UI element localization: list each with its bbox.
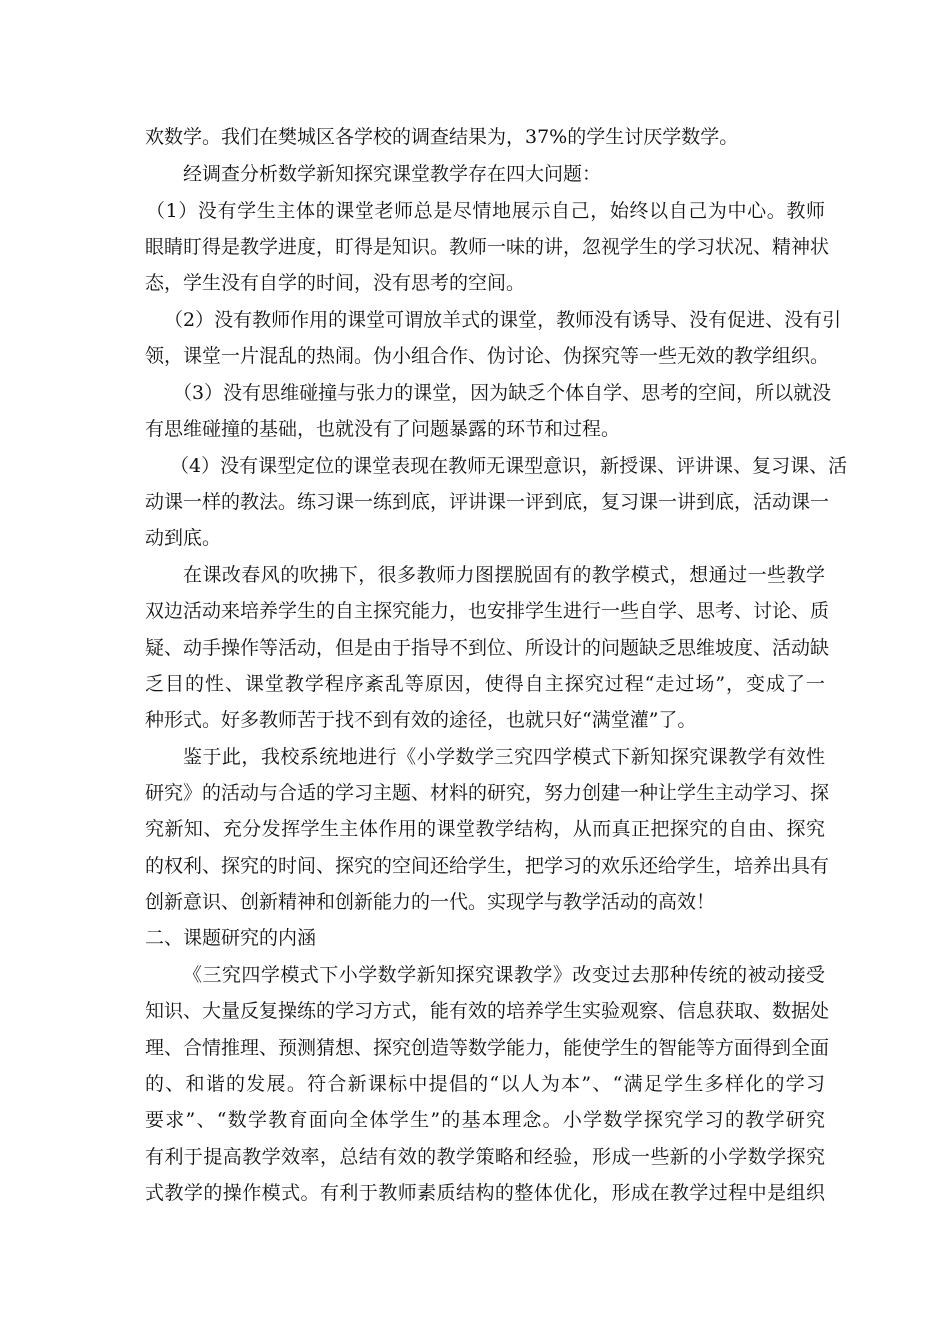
text-line: 式教学的操作模式。有利于教师素质结构的整体优化，形成在教学过程中是组织 xyxy=(145,1182,825,1204)
text-line: 知识、大量反复操练的学习方式，能有效的培养学生实验观察、信息获取、数据处 xyxy=(145,1000,830,1022)
section-heading: 二、课题研究的内涵 xyxy=(145,927,317,949)
text-line: 有利于提高教学效率，总结有效的教学策略和经验，形成一些新的小学数学探究 xyxy=(145,1146,825,1168)
text-line: 疑、动手操作等活动，但是由于指导不到位、所设计的问题缺乏思维坡度、活动缺 xyxy=(145,637,830,659)
text-line: （3）没有思维碰撞与张力的课堂，因为缺乏个体自学、思考的空间，所以就没 xyxy=(173,382,832,404)
text-line: （1）没有学生主体的课堂老师总是尽情地展示自己，始终以自己为中心。教师 xyxy=(146,200,825,222)
text-line: 的权利、探究的时间、探究的空间还给学生，把学习的欢乐还给学生，培养出具有 xyxy=(145,855,830,877)
text-line: 有思维碰撞的基础，也就没有了问题暴露的环节和过程。 xyxy=(145,418,621,440)
text-line: 鉴于此，我校系统地进行《小学数学三究四学模式下新知探究课教学有效性 xyxy=(183,746,825,768)
text-line: 研究》的活动与合适的学习主题、材料的研究，努力创建一种让学生主动学习、探 xyxy=(145,782,830,804)
text-line: 的、和谐的发展。符合新课标中提倡的“以人为本”、“满足学生多样化的学习 xyxy=(145,1073,825,1095)
text-line: 《三究四学模式下小学数学新知探究课教学》改变过去那种传统的被动接受 xyxy=(183,964,825,986)
text-line: 态，学生没有自学的时间，没有思考的空间。 xyxy=(145,272,526,294)
text-line: 眼睛盯得是教学进度，盯得是知识。教师一味的讲，忽视学生的学习状况、精神状 xyxy=(145,236,830,258)
text-line: 欢数学。我们在樊城区各学校的调查结果为，37%的学生讨厌学数学。 xyxy=(145,126,739,148)
text-line: 在课改春风的吹拂下，很多教师力图摆脱固有的教学模式，想通过一些教学 xyxy=(183,564,825,586)
text-line: 动到底。 xyxy=(145,527,222,549)
text-line: 乏目的性、课堂教学程序紊乱等原因，使得自主探究过程“走过场”，变成了一 xyxy=(145,673,825,695)
text-line: 究新知、充分发挥学生主体作用的课堂教学结构，从而真正把探究的自由、探究 xyxy=(145,818,825,840)
text-line: 创新意识、创新精神和创新能力的一代。实现学与教学活动的高效！ xyxy=(145,891,716,913)
text-line: 双边活动来培养学生的自主探究能力，也安排学生进行一些自学、思考、讨论、质 xyxy=(145,600,830,622)
text-line: 领，课堂一片混乱的热闹。伪小组合作、伪讨论、伪探究等一些无效的教学组织。 xyxy=(145,345,830,367)
text-line: （2）没有教师作用的课堂可谓放羊式的课堂，教师没有诱导、没有促进、没有引 xyxy=(164,309,842,331)
text-line: 动课一样的教法。练习课一练到底，评讲课一评到底，复习课一讲到底，活动课一 xyxy=(145,491,830,513)
text-line: 理、合情推理、预测猜想、探究创造等数学能力，能使学生的智能等方面得到全面 xyxy=(145,1037,830,1059)
text-line: （4）没有课型定位的课堂表现在教师无课型意识，新授课、评讲课、复习课、活 xyxy=(170,455,848,477)
text-line: 种形式。好多教师苦于找不到有效的途径，也就只好“满堂灌”了。 xyxy=(145,709,697,731)
text-line: 经调查分析数学新知探究课堂教学存在四大问题： xyxy=(183,163,602,185)
text-line: 要求”、“数学教育面向全体学生”的基本理念。小学数学探究学习的教学研究 xyxy=(145,1109,825,1131)
